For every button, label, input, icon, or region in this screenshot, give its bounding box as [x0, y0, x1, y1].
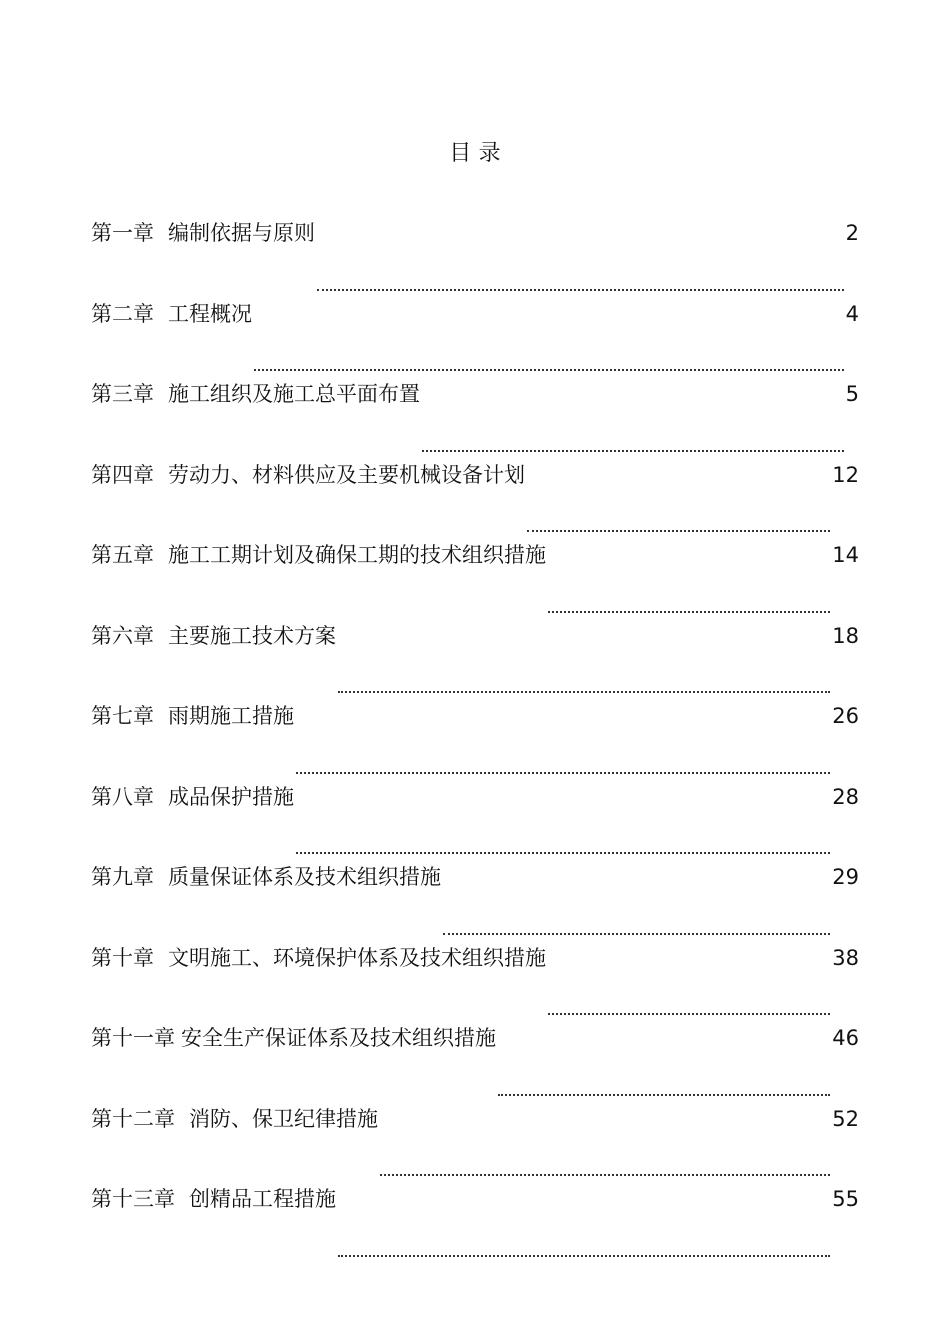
toc-chapter-number: 第四章 [91, 462, 154, 487]
toc-entry[interactable] [91, 780, 859, 861]
toc-entry[interactable] [91, 216, 859, 297]
toc-chapter-number: 第二章 [91, 301, 154, 326]
toc-page-number: 14 [832, 543, 859, 567]
toc-entry[interactable] [91, 377, 859, 458]
toc-chapter-title: 成品保护措施 [168, 784, 294, 809]
dot-leader [498, 1093, 830, 1096]
toc-entry[interactable] [91, 1102, 859, 1183]
toc-page-number: 38 [832, 945, 859, 970]
toc-entry[interactable] [91, 619, 859, 700]
toc-page-number: 52 [832, 1106, 859, 1131]
toc-page-number: 26 [832, 704, 859, 728]
toc-entry[interactable] [91, 941, 859, 1022]
toc-chapter-number: 第十二章 [91, 1106, 175, 1131]
toc-chapter-title: 施工工期计划及确保工期的技术组织措施 [168, 543, 546, 567]
dot-leader [254, 368, 844, 371]
dot-leader [296, 851, 830, 854]
toc-chapter-number: 第十三章 [91, 1187, 175, 1211]
toc-chapter-title: 工程概况 [168, 301, 252, 326]
toc-entry[interactable] [91, 458, 859, 539]
dot-leader [338, 690, 830, 693]
dot-leader [422, 449, 844, 452]
toc-chapter-title: 劳动力、材料供应及主要机械设备计划 [168, 462, 525, 487]
table-of-contents [91, 216, 859, 1263]
toc-page-number: 55 [832, 1187, 859, 1211]
toc-chapter-title: 主要施工技术方案 [168, 623, 336, 648]
toc-chapter-title: 质量保证体系及技术组织措施 [168, 865, 441, 889]
toc-chapter-title: 施工组织及施工总平面布置 [168, 382, 420, 406]
toc-page-number: 28 [832, 784, 859, 809]
toc-entry[interactable] [91, 860, 859, 941]
toc-chapter-number: 第一章 [91, 221, 154, 245]
toc-chapter-number: 第九章 [91, 865, 154, 889]
toc-chapter-title: 文明施工、环境保护体系及技术组织措施 [168, 945, 546, 970]
toc-chapter-number: 第七章 [91, 704, 154, 728]
toc-entry[interactable] [91, 1182, 859, 1263]
dot-leader [548, 1012, 830, 1015]
toc-chapter-number: 第六章 [91, 623, 154, 648]
dot-leader [443, 932, 830, 935]
dot-leader [296, 771, 830, 774]
toc-chapter-number: 第十章 [91, 945, 154, 970]
dot-leader [317, 288, 844, 291]
dot-leader [380, 1173, 830, 1176]
toc-title: 目 录 [449, 141, 501, 166]
toc-chapter-title: 雨期施工措施 [168, 704, 294, 728]
toc-page-number: 2 [845, 221, 859, 245]
toc-page-number: 4 [845, 301, 859, 326]
toc-chapter-title: 创精品工程措施 [189, 1187, 336, 1211]
toc-page-number: 46 [832, 1026, 859, 1050]
toc-chapter-title: 消防、保卫纪律措施 [189, 1106, 378, 1131]
toc-page-number: 5 [845, 382, 859, 406]
toc-chapter-number: 第十一章 [91, 1026, 175, 1050]
toc-chapter-number: 第三章 [91, 382, 154, 406]
toc-entry[interactable] [91, 297, 859, 378]
toc-entry[interactable] [91, 699, 859, 780]
toc-chapter-number: 第五章 [91, 543, 154, 567]
dot-leader [548, 610, 830, 613]
toc-entry[interactable] [91, 1021, 859, 1102]
toc-page-number: 18 [832, 623, 859, 648]
toc-page-number: 12 [832, 462, 859, 487]
toc-chapter-number: 第八章 [91, 784, 154, 809]
toc-chapter-title: 安全生产保证体系及技术组织措施 [181, 1026, 496, 1050]
toc-chapter-title: 编制依据与原则 [168, 221, 315, 245]
dot-leader [338, 1254, 830, 1257]
dot-leader [527, 529, 830, 532]
toc-entry[interactable] [91, 538, 859, 619]
toc-page-number: 29 [832, 865, 859, 889]
